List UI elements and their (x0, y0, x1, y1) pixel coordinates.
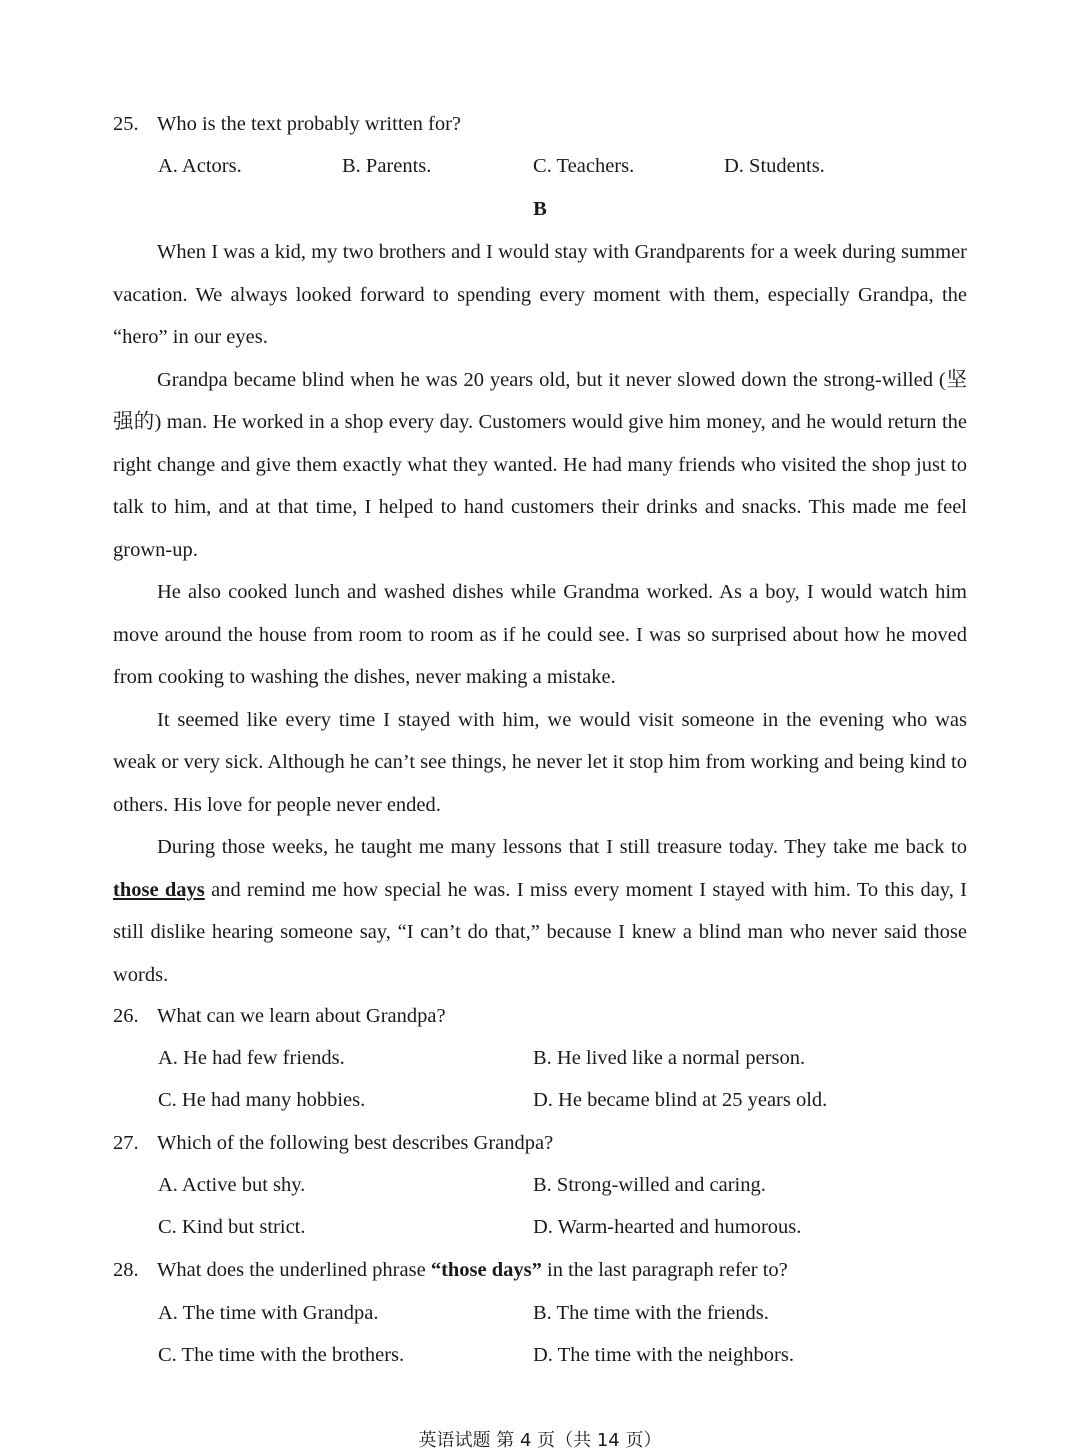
question-28 (113, 1259, 788, 1282)
question-text: Who is the text probably written for? (157, 113, 461, 135)
question-text-end: in the last paragraph refer to? (541, 1259, 788, 1281)
option-b: B. Parents. (342, 155, 432, 177)
reading-passage (113, 231, 967, 996)
paragraph-3: He also cooked lunch and washed dishes while Grandma worked. As a boy, I would watch him move around the house from room to room as if he could see. I was so surprised about how he moved from cooking to washing the dishes, never making a mistake. (113, 581, 967, 688)
paragraph-1: When I was a kid, my two brothers and I would stay with Grandparents for a week during summer vacation. We always looked forward to spending every moment with them, especially Grandpa, the “hero” in our eyes. (113, 241, 967, 348)
question-25 (113, 113, 461, 136)
option-a: A. The time with Grandpa. (158, 1302, 379, 1324)
option-b: B. He lived like a normal person. (533, 1047, 806, 1069)
option-b: B. The time with the friends. (533, 1302, 769, 1324)
paragraph-5 (113, 826, 967, 996)
page-footer: 英语试题 第 4 页（共 14 页） (418, 1430, 662, 1451)
section-heading: B (533, 198, 547, 220)
question-number: 27. (113, 1132, 139, 1154)
question-26 (113, 1005, 446, 1028)
option-a: A. He had few friends. (158, 1047, 345, 1069)
paragraph-2: Grandpa became blind when he was 20 years old, but it never slowed down the strong-willed (坚强的) man. He worked in a shop every day. Customers would give him money, and he would return the right change and give them exactly what they wanted. He had many friends who visited the shop just to talk to him, and at that time, I helped to hand customers their drinks and snacks. This made me feel grown-up. (113, 368, 967, 561)
option-a: A. Actors. (158, 155, 242, 177)
question-number: 25. (113, 113, 139, 135)
question-27 (113, 1132, 553, 1155)
option-d: D. Students. (724, 155, 825, 177)
option-c: C. Kind but strict. (158, 1216, 306, 1238)
option-d: D. The time with the neighbors. (533, 1344, 794, 1366)
option-b: B. Strong-willed and caring. (533, 1174, 766, 1196)
paragraph-5-end: and remind me how special he was. I miss every moment I stayed with him. To this day, I still dislike hearing someone say, “I can’t do that,” because I knew a blind man who never said those words. (113, 878, 968, 986)
question-number: 26. (113, 1005, 139, 1027)
paragraph-4: It seemed like every time I stayed with him, we would visit someone in the evening who was weak or very sick. Although he can’t see things, he never let it stop him from working and being kind to others. His love for people never ended. (113, 708, 967, 816)
paragraph-5-start: During those weeks, he taught me many lessons that I still treasure today. They take me back to (157, 836, 967, 858)
underlined-phrase: those days (113, 878, 205, 901)
option-d: D. He became blind at 25 years old. (533, 1089, 828, 1111)
question-text: What can we learn about Grandpa? (157, 1005, 446, 1027)
question-text-start: What does the underlined phrase (157, 1259, 431, 1281)
option-c: C. The time with the brothers. (158, 1344, 405, 1366)
option-d: D. Warm-hearted and humorous. (533, 1216, 802, 1238)
question-number: 28. (113, 1259, 139, 1281)
question-text: Which of the following best describes Grandpa? (157, 1132, 554, 1154)
option-c: C. Teachers. (533, 155, 635, 177)
question-quoted-phrase: “those days” (430, 1259, 542, 1281)
option-a: A. Active but shy. (158, 1174, 306, 1196)
option-c: C. He had many hobbies. (158, 1089, 366, 1111)
